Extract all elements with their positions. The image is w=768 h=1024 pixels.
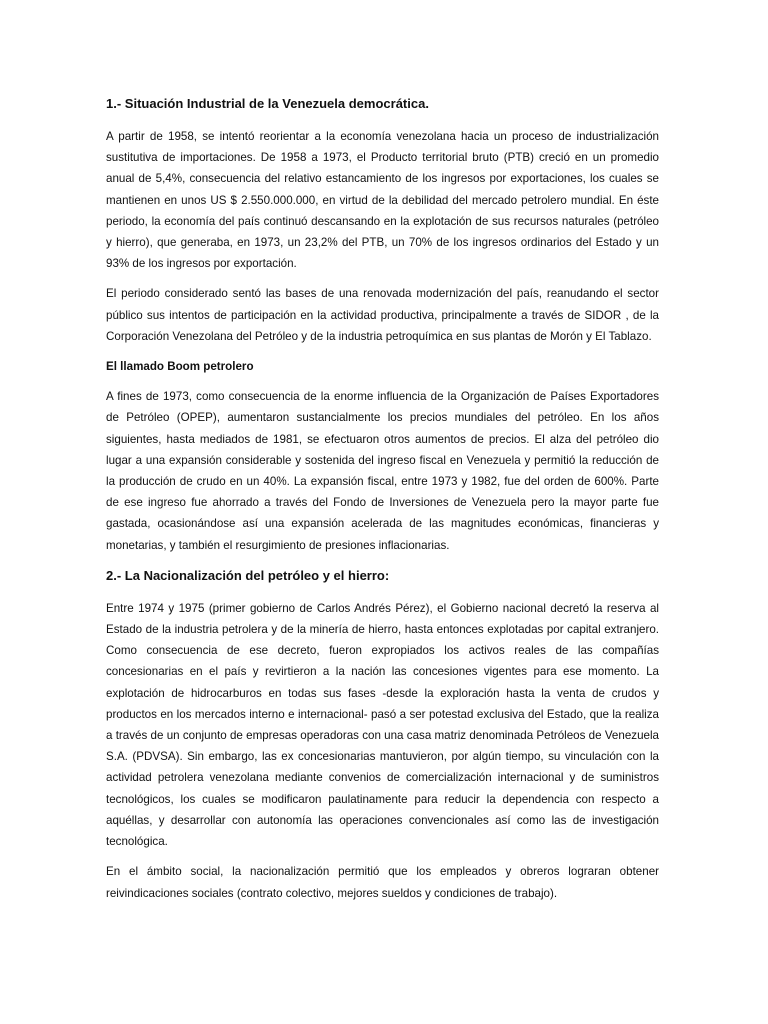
section-1-paragraph-3: A fines de 1973, como consecuencia de la enorme influencia de la Organización de Países Exportadores de Petróleo (OPEP), aumentaron sustancialmente los precios mundiales del petróleo. En los años siguientes, hasta mediados de 1981, se efectuaron otros aumentos de precios. El alza del petróleo dio lugar a una expansión considerable y sostenida del ingreso fiscal en Venezuela y permitió la reducción de la producción de crudo en un 40%. La expansión fiscal, entre 1973 y 1982, fue del orden de 600%. Parte de ese ingreso fue ahorrado a través del Fondo de Inversiones de Venezuela pero la mayor parte fue gastada, ocasionándose así una expansión acelerada de las magnitudes económicas, financieras y monetarias, y también el resurgimiento de presiones inflacionarias. [106,390,659,552]
section-2-heading: 2.- La Nacionalización del petróleo y el hierro: [106,567,390,583]
section-1-heading: 1.- Situación Industrial de la Venezuela democrática. [106,96,429,111]
boom-petrolero-subheading: El llamado Boom petrolero [106,360,254,374]
section-2-paragraph-2: En el ámbito social, la nacionalización permitió que los empleados y obreros lograran obtener reivindicaciones sociales (contrato colectivo, mejores sueldos y condiciones de trabajo). [106,865,659,900]
section-1-paragraph-2: El periodo considerado sentó las bases de una renovada modernización del país, reanudando el sector público sus intentos de participación en la actividad productiva, principalmente a través de SIDOR , de la Corporación Venezolana del Petróleo y de la industria petroquímica en sus plantas de Morón y El Tablazo. [106,287,659,343]
section-industrial-situation [106,93,659,556]
section-1-paragraph-1: A partir de 1958, se intentó reorientar a la economía venezolana hacia un proceso de industrialización sustitutiva de importaciones. De 1958 a 1973, el Producto territorial bruto (PTB) creció en un promedio anual de 5,4%, consecuencia del relativo estancamiento de los ingresos por exportaciones, los cuales se mantienen en unos US $ 2.550.000.000, en virtud de la debilidad del mercado petrolero mundial. En éste periodo, la economía del país continuó descansando en la explotación de sus recursos naturales (petróleo y hierro), que generaba, en 1973, un 23,2% del PTB, un 70% de los ingresos ordinarios del Estado y un 93% de los ingresos por exportación. [106,130,659,271]
section-2-paragraph-1: Entre 1974 y 1975 (primer gobierno de Carlos Andrés Pérez), el Gobierno nacional decretó la reserva al Estado de la industria petrolera y de la minería de hierro, hasta entonces explotadas por capital extranjero. Como consecuencia de ese decreto, fueron expropiados los activos reales de las compañías concesionarias en el país y revirtieron a la nación las concesiones vigentes para ese momento. La explotación de hidrocarburos en todas sus fases -desde la exploración hasta la venta de crudos y productos en los mercados interno e internacional- pasó a ser potestad exclusiva del Estado, que la realiza a través de un conjunto de empresas operadoras con una casa matriz denominada Petróleos de Venezuela S.A. (PDVSA). Sin embargo, las ex concesionarias mantuvieron, por algún tiempo, su vinculación con la actividad petrolera venezolana mediante convenios de comercialización internacional y de suministros tecnológicos, los cuales se modificaron paulatinamente para reducir la dependencia con respecto a aquéllas, y desarrollar con autonomía las operaciones convencionales así como las de investigación tecnológica. [106,601,659,849]
section-nationalization [106,565,659,904]
